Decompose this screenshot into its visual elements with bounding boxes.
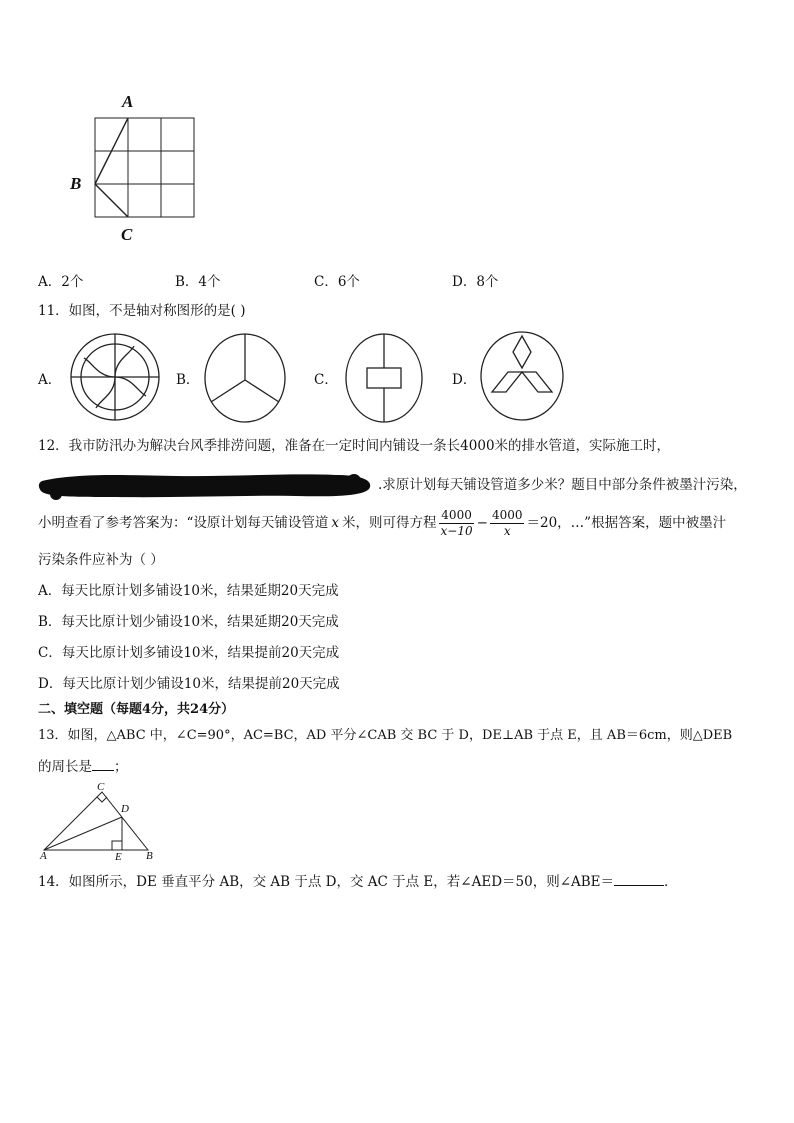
q11-figure-a-pinwheel-circle[interactable]	[68, 332, 162, 422]
ink-stain-blot	[36, 467, 376, 503]
q14-end: ．	[664, 874, 678, 890]
q12-minus-sign: −	[476, 515, 488, 531]
q10-label-b: B	[70, 174, 82, 193]
q13-label-a: A	[40, 850, 47, 862]
q10-option-c[interactable]: C．6个	[314, 274, 360, 290]
q11-option-a-letter[interactable]: A．	[38, 372, 62, 388]
q11-option-d-letter[interactable]: D．	[452, 372, 477, 388]
q12-line1: 12．我市防汛办为解决台风季排涝问题，准备在一定时间内铺设一条长4000米的排水管道，实际施工时，	[38, 438, 671, 454]
q10-option-a[interactable]: A．2个	[38, 274, 84, 290]
q10-label-c: C	[121, 225, 133, 244]
q11-stem: 11．如图，不是轴对称图形的是( )	[38, 303, 246, 319]
q13-line2	[38, 758, 128, 776]
q13-line2-end: ；	[114, 759, 128, 775]
q10-grid-figure	[60, 88, 210, 248]
q12-fraction-2	[490, 508, 525, 539]
q12-option-b[interactable]: B．每天比原计划少铺设10米，结果延期20天完成	[38, 614, 339, 630]
q11-option-c-letter[interactable]: C．	[314, 372, 338, 388]
q12-line4: 污染条件应补为（ ）	[38, 552, 164, 568]
q12-line3-post: ＝20，…”根据答案，题中被墨汁	[526, 515, 727, 531]
q10-option-b[interactable]: B．4个	[175, 274, 221, 290]
q13-label-e: E	[115, 851, 122, 863]
q12-frac2-denominator: x	[503, 523, 511, 538]
q12-option-c[interactable]: C．每天比原计划多铺设10米，结果提前20天完成	[38, 645, 340, 661]
q12-option-d[interactable]: D．每天比原计划少铺设10米，结果提前20天完成	[38, 676, 340, 692]
q13-label-c: C	[97, 781, 105, 793]
q13-label-d: D	[121, 803, 129, 815]
q13-line2-text: 的周长是	[38, 759, 92, 775]
section-heading-fill-in: 二、填空题（每题4分，共24分）	[38, 702, 235, 717]
q14-answer-blank[interactable]	[614, 873, 664, 886]
q13-line1: 13．如图，△ABC 中，∠C=90°，AC=BC，AD 平分∠CAB 交 BC 于 D，DE⊥AB 于点 E，且 AB＝6cm，则△DEB	[38, 728, 733, 743]
q13-label-b: B	[146, 850, 153, 862]
q12-line3-mid: 米，则可得方程	[342, 515, 437, 531]
q11-option-b-letter[interactable]: B．	[176, 372, 200, 388]
q12-line3-pre: 小明查看了参考答案为：“设原计划每天铺设管道	[38, 515, 329, 531]
q12-line2: .求原计划每天铺设管道多少米？题目中部分条件被墨汁污染，	[378, 477, 747, 493]
q12-frac2-numerator: 4000	[491, 507, 523, 522]
q14-text: 14．如图所示，DE 垂直平分 AB，交 AB 于点 D，交 AC 于点 E，若∠AED＝50，则∠ABE＝	[38, 874, 615, 890]
q12-frac1-denominator: x−10	[440, 523, 473, 538]
q10-option-d[interactable]: D．8个	[452, 274, 499, 290]
q10-label-a: A	[122, 92, 134, 111]
q12-fraction-1	[439, 508, 475, 539]
q12-var-x: x	[331, 515, 340, 531]
q12-line3	[38, 505, 726, 541]
q13-answer-blank[interactable]	[92, 758, 114, 771]
q14-line	[38, 873, 678, 891]
q12-frac1-numerator: 4000	[441, 507, 472, 522]
q11-figure-d-three-rhombus-circle[interactable]	[478, 330, 566, 422]
q11-figure-b-three-sectors-circle[interactable]	[203, 332, 287, 424]
q12-option-a[interactable]: A．每天比原计划多铺设10米，结果延期20天完成	[38, 583, 339, 599]
q11-figure-c-circle-with-rectangle[interactable]	[343, 332, 425, 424]
